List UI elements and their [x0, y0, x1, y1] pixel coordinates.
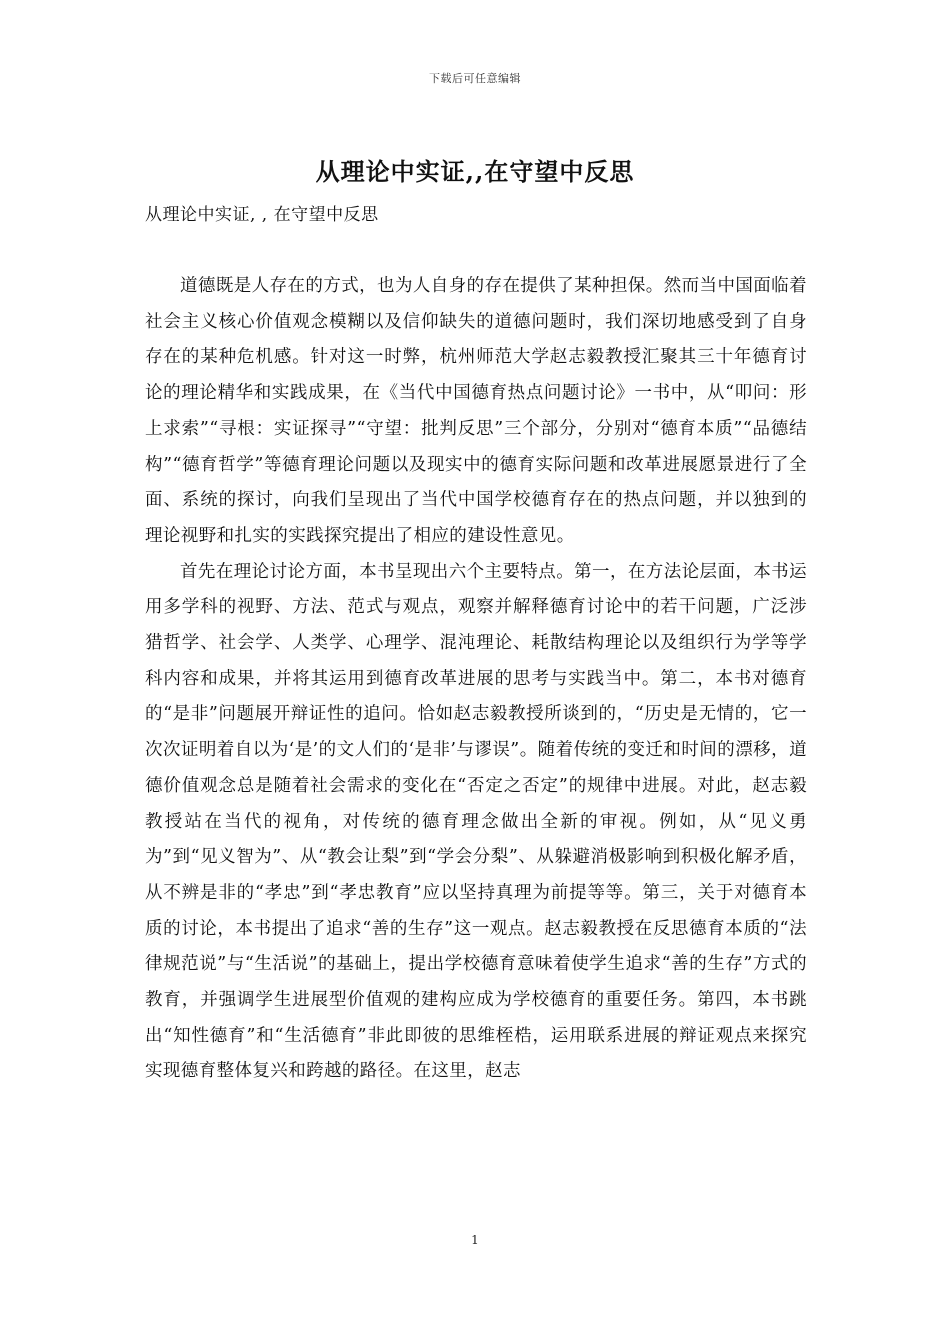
body-paragraph: 首先在理论讨论方面，本书呈现出六个主要特点。第一，在方法论层面，本书运用多学科的视野、方法、范式与观点，观察并解释德育讨论中的若干问题，广泛涉猎哲学、社会学、人类学、心理学、混沌理论、耗散结构理论以及组织行为学等学科内容和成果，并将其运用到德育改革进展的思考与实践当中。第二，本书对德育的“是非”问题展开辩证性的追问。恰如赵志毅教授所谈到的，“历史是无情的，它一次次证明着自以为‘是’的文人们的‘是非’与谬误”。随着传统的变迁和时间的漂移，道德价值观念总是随着社会需求的变化在“否定之否定”的规律中进展。对此，赵志毅教授站在当代的视角，对传统的德育理念做出全新的审视。例如，从“见义勇为”到“见义智为”、从“教会让梨”到“学会分梨”、从躲避消极影响到积极化解矛盾，从不辨是非的“孝忠”到“孝忠教育”应以坚持真理为前提等等。第三，关于对德育本质的讨论，本书提出了追求“善的生存”这一观点。赵志毅教授在反思德育本质的“法律规范说”与“生活说”的基础上，提出学校德育意味着使学生追求“善的生存”方式的教育，并强调学生进展型价值观的建构应成为学校德育的重要任务。第四，本书跳出“知性德育”和“生活德育”非此即彼的思维桎梏，运用联系进展的辩证观点来探究实现德育整体复兴和跨越的路径。在这里，赵志	[145, 561, 807, 1082]
document-title: 从理论中实证,,在守望中反思	[315, 157, 635, 186]
page-number: 1	[471, 1233, 479, 1247]
document-subtitle: 从理论中实证, , 在守望中反思	[145, 205, 379, 225]
body-paragraph: 道德既是人存在的方式，也为人自身的存在提供了某种担保。然而当中国面临着社会主义核心价值观念模糊以及信仰缺失的道德问题时，我们深切地感受到了自身存在的某种危机感。针对这一时弊，杭州师范大学赵志毅教授汇聚其三十年德育讨论的理论精华和实践成果，在《当代中国德育热点问题讨论》一书中，从“叩问：形上求索”“寻根：实证探寻”“守望：批判反思”三个部分，分别对“德育本质”“品德结构”“德育哲学”等德育理论问题以及现实中的德育实际问题和改革进展愿景进行了全面、系统的探讨，向我们呈现出了当代中国学校德育存在的热点问题，并以独到的理论视野和扎实的实践探究提出了相应的建设性意见。	[145, 276, 807, 546]
document-body	[145, 269, 807, 1090]
header-note: 下载后可任意编辑	[429, 72, 521, 85]
